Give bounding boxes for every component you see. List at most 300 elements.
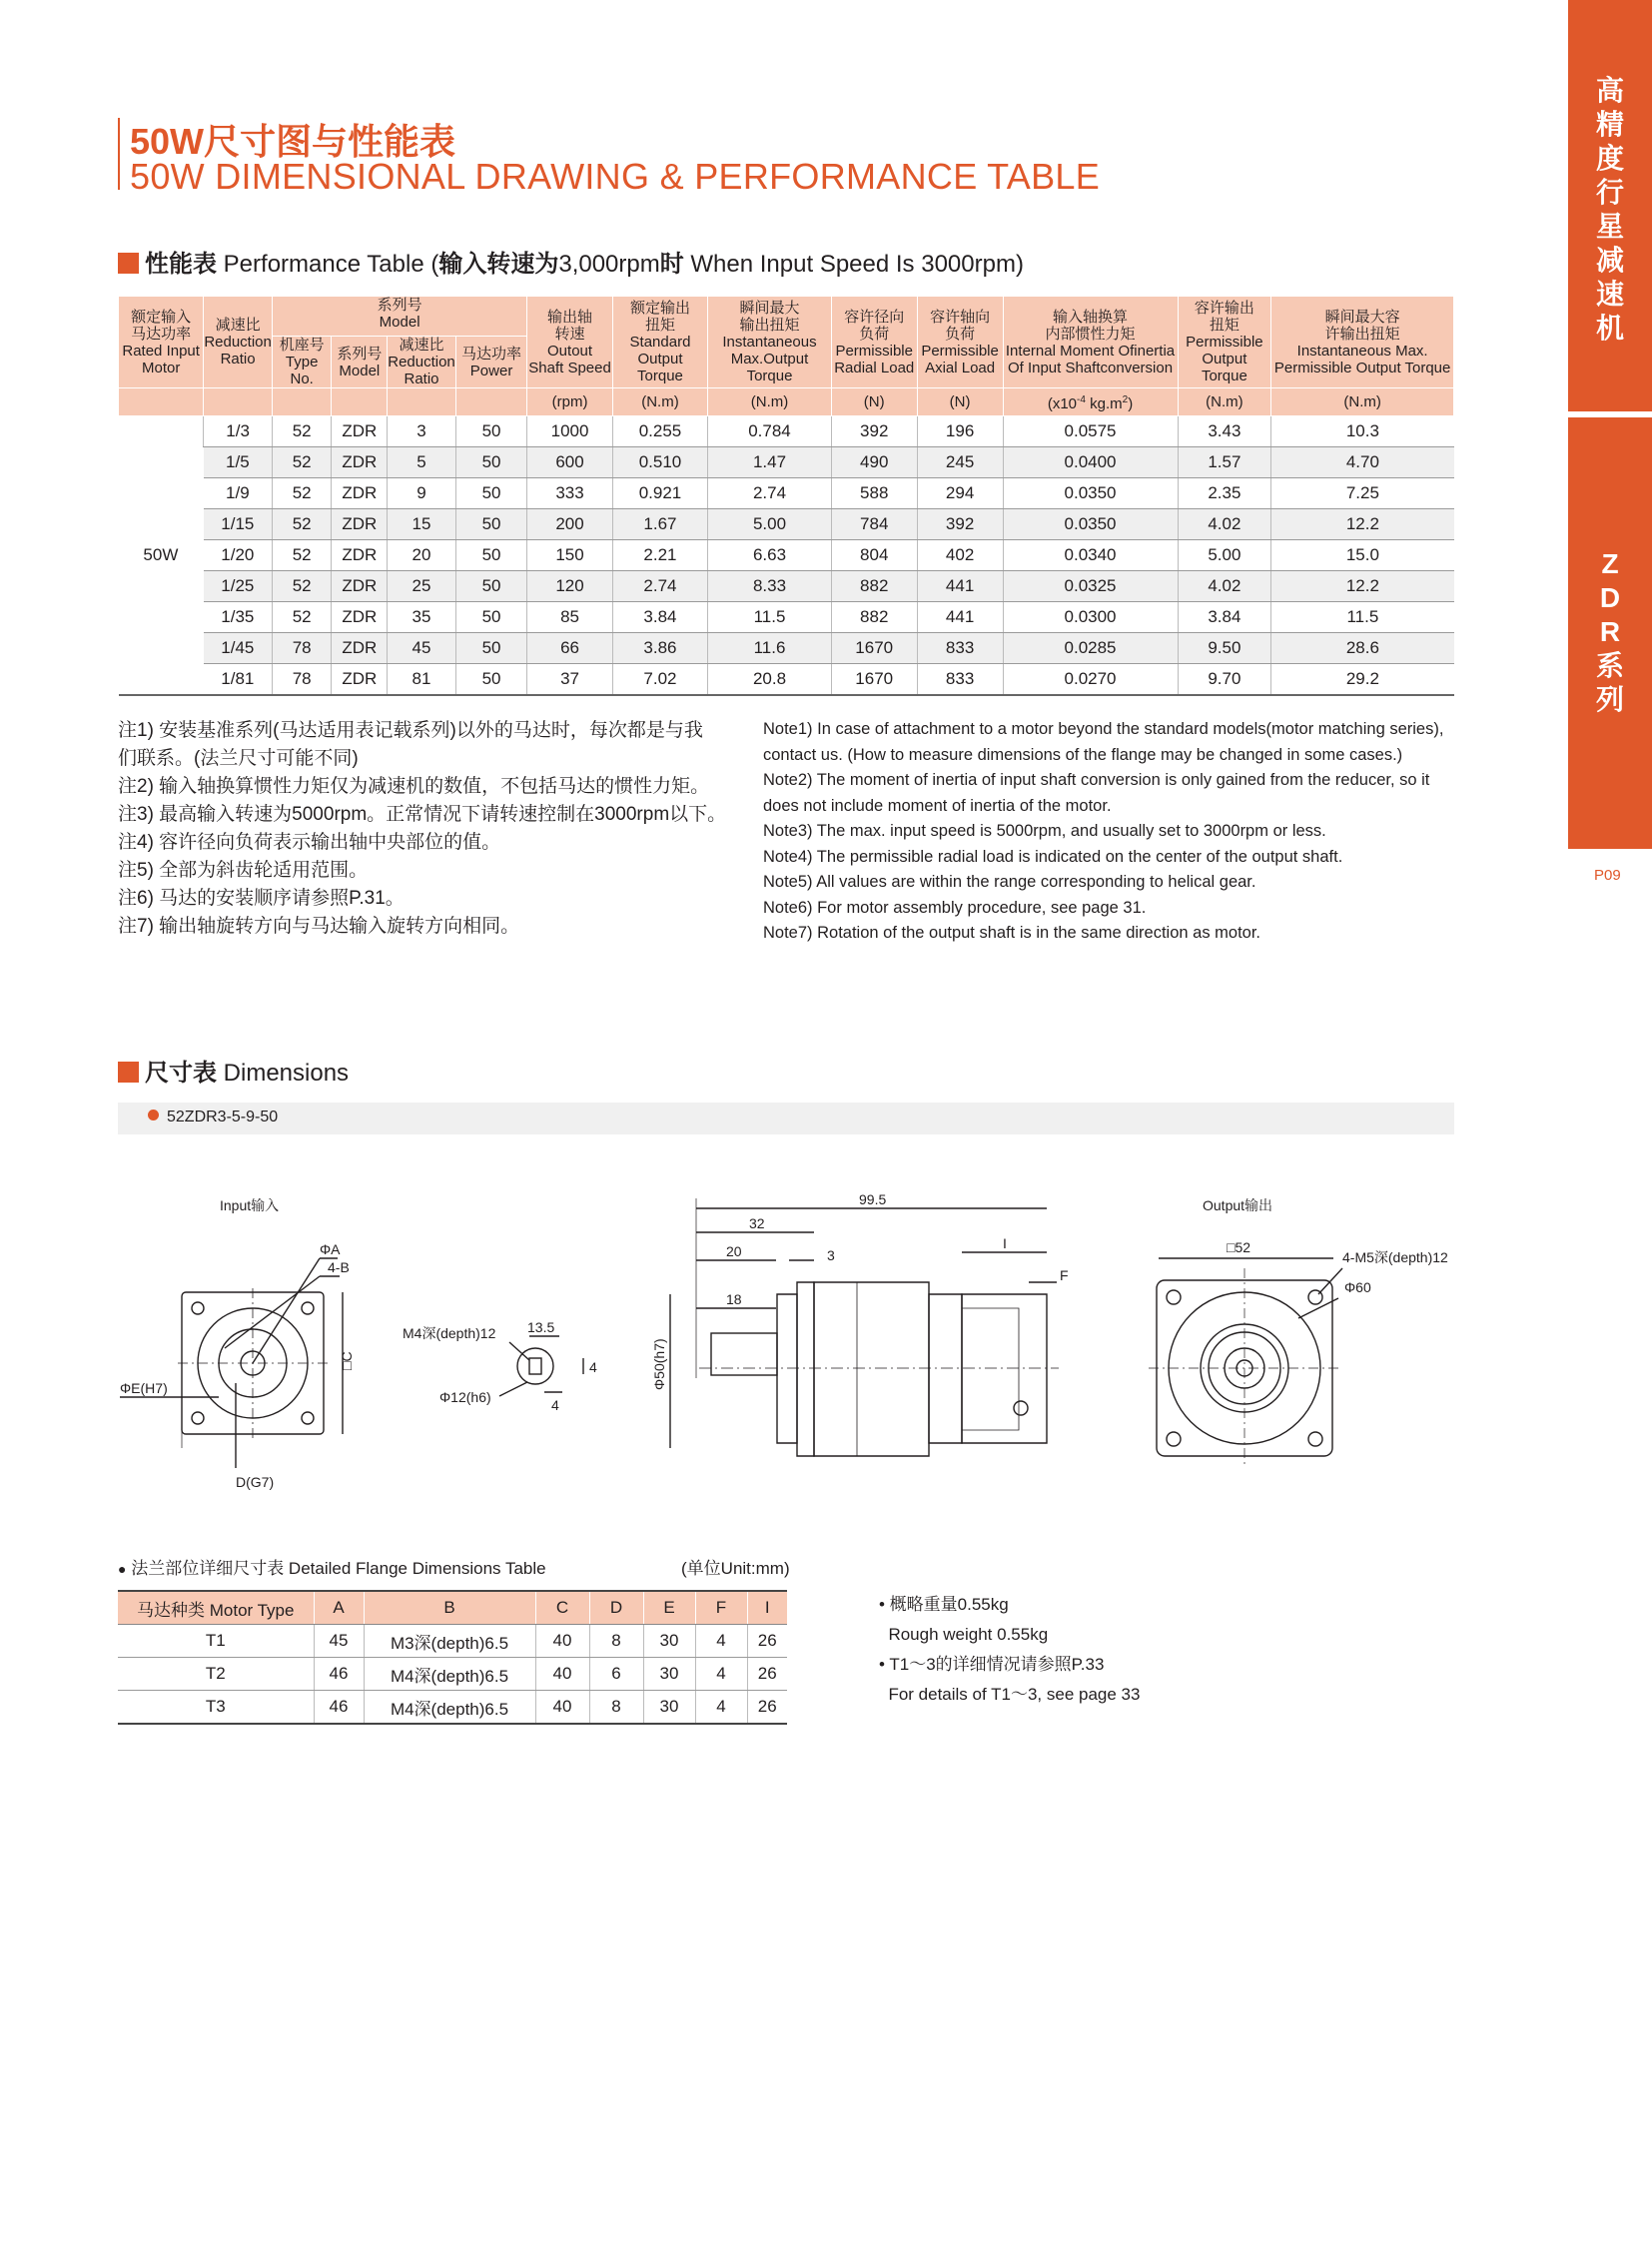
- header-line: 额定输出: [629, 300, 690, 317]
- note-line: 注5) 全部为斜齿轮适用范围。: [118, 860, 369, 881]
- header-line: 马达功率: [461, 345, 522, 363]
- flange-cell: 26: [747, 1625, 787, 1658]
- table-cell: 50: [455, 664, 527, 696]
- header-line: Ratio: [220, 351, 256, 368]
- side-tab-char: R: [1599, 616, 1621, 647]
- table-cell: 441: [917, 571, 1003, 602]
- table-cell: ZDR: [332, 540, 388, 571]
- header-line: Outout: [547, 342, 593, 360]
- table-cell: 52: [272, 509, 332, 540]
- notes-english: [763, 717, 1462, 947]
- output-flange-view: [1149, 1197, 1448, 1468]
- table-cell: 52: [272, 571, 332, 602]
- header-series: [272, 297, 526, 337]
- table-cell: 81: [388, 664, 456, 696]
- table-row: [119, 664, 1454, 696]
- label-sq-c: □C: [339, 1351, 355, 1370]
- header-motor-power: [455, 337, 527, 388]
- table-cell: 78: [272, 633, 332, 664]
- table-cell: 10.3: [1271, 416, 1454, 447]
- table-cell: 3.43: [1178, 416, 1271, 447]
- side-tab-char: Z: [1601, 548, 1619, 579]
- side-tab-char: 高: [1595, 75, 1624, 106]
- section-marker-icon: [118, 253, 139, 274]
- table-cell: 50: [455, 447, 527, 478]
- header-line: 负荷: [945, 325, 976, 343]
- label-phi-a: ΦA: [320, 1241, 341, 1257]
- table-cell: 784: [831, 509, 917, 540]
- performance-table: [118, 296, 1454, 696]
- flange-cell: 46: [314, 1691, 364, 1725]
- label-20: 20: [726, 1243, 742, 1259]
- flange-table-title: ● 法兰部位详细尺寸表 Detailed Flange Dimensions Table: [118, 1559, 546, 1578]
- table-cell: ZDR: [332, 416, 388, 447]
- table-cell: 0.510: [612, 447, 707, 478]
- table-cell: 0.0325: [1003, 571, 1178, 602]
- table-cell: 15: [388, 509, 456, 540]
- table-cell: 0.0270: [1003, 664, 1178, 696]
- table-cell: 392: [917, 509, 1003, 540]
- table-cell: 0.0340: [1003, 540, 1178, 571]
- flange-cell: 46: [314, 1658, 364, 1691]
- table-cell: 3.84: [612, 602, 707, 633]
- input-flange-view: [120, 1197, 597, 1490]
- side-view: [651, 1191, 1069, 1456]
- table-row: [119, 633, 1454, 664]
- note-line: Note1) In case of attachment to a motor beyond the standard models(motor matching series),: [763, 720, 1444, 738]
- dimensions-heading: 尺寸表 Dimensions: [118, 1053, 349, 1088]
- header-line: Permissible: [835, 342, 913, 360]
- table-cell: 37: [527, 664, 612, 696]
- note-line: 注7) 输出轴旋转方向与马达输入旋转方向相同。: [118, 916, 520, 937]
- table-cell: 4.02: [1178, 509, 1271, 540]
- unit-nm: (N.m): [1178, 388, 1271, 416]
- table-cell: 1/20: [204, 540, 273, 571]
- table-cell: ZDR: [332, 633, 388, 664]
- table-cell: 833: [917, 633, 1003, 664]
- flange-cell: T3: [118, 1691, 314, 1725]
- table-cell: 1670: [831, 633, 917, 664]
- table-cell: 402: [917, 540, 1003, 571]
- table-cell: 245: [917, 447, 1003, 478]
- table-cell: 15.0: [1271, 540, 1454, 571]
- label-13-5: 13.5: [527, 1319, 555, 1335]
- note-line: does not include moment of inertia of the motor.: [763, 796, 1112, 815]
- flange-cell: 40: [535, 1691, 589, 1725]
- header-ratio: [388, 337, 456, 388]
- header-line: 系列号: [337, 345, 383, 363]
- table-cell: 882: [831, 602, 917, 633]
- flange-header: 马达种类 Motor Type: [118, 1591, 314, 1625]
- table-cell: 0.921: [612, 478, 707, 509]
- header-line: Output Torque: [637, 351, 683, 384]
- table-cell: 392: [831, 416, 917, 447]
- table-cell: 20.8: [708, 664, 832, 696]
- label-phi-e: ΦE(H7): [120, 1380, 168, 1396]
- flange-table: [118, 1590, 787, 1725]
- table-cell: 490: [831, 447, 917, 478]
- table-cell: 11.5: [708, 602, 832, 633]
- header-inertia: [1003, 297, 1178, 388]
- header-line: Reduction: [388, 354, 455, 371]
- weight-line: • 概略重量0.55kg: [879, 1595, 1009, 1614]
- header-line: Of Input Shaftconversion: [1007, 359, 1174, 376]
- bullet-dot-icon: [148, 1110, 159, 1120]
- label-m5: 4-M5深(depth)12: [1342, 1249, 1448, 1265]
- header-line: Reduction: [204, 334, 272, 351]
- flange-cell: 4: [695, 1658, 747, 1691]
- table-cell: 0.784: [708, 416, 832, 447]
- flange-cell: 8: [589, 1625, 643, 1658]
- table-cell: 9.70: [1178, 664, 1271, 696]
- note-line: Note6) For motor assembly procedure, see page 31.: [763, 898, 1147, 917]
- table-cell: 1.57: [1178, 447, 1271, 478]
- table-cell: 5.00: [708, 509, 832, 540]
- table-cell: 12.2: [1271, 571, 1454, 602]
- header-line: Model: [339, 362, 381, 379]
- flange-header: E: [643, 1591, 695, 1625]
- table-cell: ZDR: [332, 447, 388, 478]
- header-instant-torque: [708, 297, 832, 388]
- header-model: [332, 337, 388, 388]
- table-cell: ZDR: [332, 602, 388, 633]
- table-cell: 882: [831, 571, 917, 602]
- header-line: Output Torque: [1201, 351, 1247, 384]
- table-cell: 2.21: [612, 540, 707, 571]
- header-line: Permissible: [921, 342, 999, 360]
- table-cell: 11.6: [708, 633, 832, 664]
- flange-header: F: [695, 1591, 747, 1625]
- header-axial-load: [917, 297, 1003, 388]
- side-tab-char: 机: [1595, 313, 1624, 344]
- table-cell: 0.0350: [1003, 509, 1178, 540]
- power-cell: 50W: [119, 416, 204, 696]
- header-line: 输入轴换算: [1053, 308, 1129, 326]
- label-sq52: □52: [1227, 1239, 1251, 1255]
- side-tab-char: D: [1599, 582, 1621, 613]
- header-line: 容许输出: [1194, 300, 1254, 317]
- table-cell: 0.0300: [1003, 602, 1178, 633]
- label-phi12: Φ12(h6): [439, 1389, 491, 1405]
- table-cell: 50: [455, 509, 527, 540]
- table-row: [119, 602, 1454, 633]
- header-line: Axial Load: [925, 359, 996, 376]
- dimension-drawings: [0, 1148, 1518, 1528]
- table-cell: 588: [831, 478, 917, 509]
- model-bar: [118, 1103, 1454, 1134]
- table-row: [119, 509, 1454, 540]
- table-cell: 50: [455, 540, 527, 571]
- header-line: Motor: [141, 359, 181, 376]
- table-cell: 1/25: [204, 571, 273, 602]
- header-line: Permissible Output Torque: [1273, 359, 1451, 376]
- unit-nm: (N.m): [612, 388, 707, 416]
- table-cell: 1/9: [204, 478, 273, 509]
- table-cell: 200: [527, 509, 612, 540]
- header-reduction-ratio: [204, 297, 273, 388]
- header-line: Permissible: [1186, 334, 1263, 351]
- header-line: Internal Moment Ofinertia: [1005, 342, 1176, 360]
- header-line: Rated Input: [122, 342, 200, 360]
- table-cell: 28.6: [1271, 633, 1454, 664]
- header-line: 容许径向: [844, 308, 905, 326]
- table-cell: 0.0575: [1003, 416, 1178, 447]
- input-label: Input输入: [220, 1197, 280, 1213]
- header-line: 容许轴向: [930, 308, 991, 326]
- label-99-5: 99.5: [859, 1191, 887, 1207]
- table-cell: 29.2: [1271, 664, 1454, 696]
- header-line: Instantaneous: [722, 334, 817, 351]
- label-phi60: Φ60: [1344, 1279, 1371, 1295]
- output-label: Output输出: [1203, 1197, 1273, 1213]
- side-tab-char: 度: [1595, 143, 1624, 174]
- side-tab-series: [1568, 417, 1652, 849]
- flange-header: A: [314, 1591, 364, 1625]
- note-line: Note5) All values are within the range corresponding to helical gear.: [763, 873, 1256, 891]
- table-cell: 600: [527, 447, 612, 478]
- header-line: 减速比: [399, 337, 444, 354]
- note-line: Note7) Rotation of the output shaft is in the same direction as motor.: [763, 924, 1261, 942]
- header-line: Standard: [629, 334, 691, 351]
- table-cell: 5.00: [1178, 540, 1271, 571]
- table-cell: 7.02: [612, 664, 707, 696]
- table-row: [119, 447, 1454, 478]
- table-cell: 1/81: [204, 664, 273, 696]
- table-cell: 6.63: [708, 540, 832, 571]
- table-cell: 52: [272, 416, 332, 447]
- label-4b: 4-B: [328, 1259, 350, 1275]
- header-line: Ratio: [404, 371, 439, 387]
- flange-cell: 4: [695, 1625, 747, 1658]
- notes-chinese: [118, 717, 727, 941]
- table-cell: 1.67: [612, 509, 707, 540]
- note-line: Note3) The max. input speed is 5000rpm, and usually set to 3000rpm or less.: [763, 822, 1326, 840]
- table-cell: 294: [917, 478, 1003, 509]
- unit-n: (N): [831, 388, 917, 416]
- table-cell: 66: [527, 633, 612, 664]
- header-line: 瞬间最大: [739, 300, 800, 317]
- table-cell: 45: [388, 633, 456, 664]
- header-line: 输出扭矩: [739, 317, 800, 334]
- header-line: Power: [469, 362, 513, 379]
- table-cell: 2.35: [1178, 478, 1271, 509]
- flange-cell: 30: [643, 1625, 695, 1658]
- table-cell: 35: [388, 602, 456, 633]
- table-cell: 1000: [527, 416, 612, 447]
- label-phi50: Φ50(h7): [651, 1338, 667, 1390]
- table-cell: ZDR: [332, 509, 388, 540]
- header-line: 额定输入: [131, 308, 192, 326]
- table-row: [119, 478, 1454, 509]
- label-18: 18: [726, 1291, 742, 1307]
- table-cell: 150: [527, 540, 612, 571]
- side-tab-char: 减: [1595, 245, 1624, 276]
- label-32: 32: [749, 1215, 765, 1231]
- section-marker-icon: [118, 1062, 139, 1083]
- flange-cell: 30: [643, 1658, 695, 1691]
- header-line: Type No.: [285, 354, 319, 387]
- weight-notes: [879, 1590, 1140, 1710]
- label-m4: M4深(depth)12: [403, 1325, 496, 1341]
- table-cell: 1/15: [204, 509, 273, 540]
- header-line: 减速比: [215, 317, 261, 334]
- header-rated-power: [119, 297, 204, 388]
- label-d-g7: D(G7): [236, 1474, 275, 1490]
- weight-line: Rough weight 0.55kg: [879, 1625, 1049, 1644]
- note-line: 注1) 安装基准系列(马达适用表记载系列)以外的马达时，每次都是与我: [118, 720, 703, 741]
- table-cell: 3.86: [612, 633, 707, 664]
- table-cell: 8.33: [708, 571, 832, 602]
- table-cell: 3.84: [1178, 602, 1271, 633]
- header-line: 负荷: [859, 325, 890, 343]
- model-code: 52ZDR3-5-9-50: [167, 1109, 279, 1125]
- table-cell: 4.70: [1271, 447, 1454, 478]
- flange-cell: T1: [118, 1625, 314, 1658]
- table-cell: 50: [455, 571, 527, 602]
- header-type-no: [272, 337, 332, 388]
- header-line: Radial Load: [834, 359, 915, 376]
- table-cell: 833: [917, 664, 1003, 696]
- header-line: 机座号: [279, 337, 325, 354]
- table-cell: ZDR: [332, 664, 388, 696]
- flange-cell: 30: [643, 1691, 695, 1725]
- flange-cell: 6: [589, 1658, 643, 1691]
- header-permissible-max-torque: [1271, 297, 1454, 388]
- table-cell: 333: [527, 478, 612, 509]
- note-line: contact us. (How to measure dimensions of the flange may be changed in some cases.): [763, 745, 1403, 764]
- table-cell: 804: [831, 540, 917, 571]
- table-cell: ZDR: [332, 478, 388, 509]
- note-line: 注2) 输入轴换算惯性力矩仅为减速机的数值，不包括马达的惯性力矩。: [118, 776, 710, 797]
- header-standard-torque: [612, 297, 707, 388]
- table-cell: 52: [272, 478, 332, 509]
- flange-row: [118, 1658, 787, 1691]
- flange-cell: 40: [535, 1658, 589, 1691]
- table-cell: 50: [455, 416, 527, 447]
- table-cell: 7.25: [1271, 478, 1454, 509]
- table-cell: 0.255: [612, 416, 707, 447]
- table-row: [119, 540, 1454, 571]
- header-output-speed: [527, 297, 612, 388]
- table-cell: 5: [388, 447, 456, 478]
- unit-nm: (N.m): [1271, 388, 1454, 416]
- table-cell: 1/5: [204, 447, 273, 478]
- header-line: 许输出扭矩: [1324, 325, 1400, 343]
- flange-cell: 4: [695, 1691, 747, 1725]
- title-bar: [118, 118, 120, 190]
- table-cell: 50: [455, 633, 527, 664]
- page-number: P09: [1594, 867, 1621, 884]
- table-cell: 3: [388, 416, 456, 447]
- header-line: 马达功率: [131, 325, 192, 343]
- weight-line: For details of T1～3, see page 33: [879, 1685, 1141, 1704]
- header-line: 系列号: [377, 297, 422, 314]
- table-cell: 0.0350: [1003, 478, 1178, 509]
- table-cell: 1.47: [708, 447, 832, 478]
- label-f: F: [1060, 1267, 1069, 1283]
- side-tab-char: 行: [1595, 177, 1624, 208]
- table-cell: 441: [917, 602, 1003, 633]
- unit-nm: (N.m): [708, 388, 832, 416]
- performance-heading: 性能表 Performance Table (输入转速为3,000rpm时 When Input Speed Is 3000rpm): [118, 244, 1024, 279]
- unit-inertia: ($x10^{-4}$ $kg.m^2$): [1003, 388, 1178, 416]
- unit-n: (N): [917, 388, 1003, 416]
- table-cell: 20: [388, 540, 456, 571]
- side-tab-char: 系: [1595, 650, 1624, 681]
- table-cell: 52: [272, 602, 332, 633]
- table-cell: 50: [455, 478, 527, 509]
- table-cell: 2.74: [612, 571, 707, 602]
- label-i: I: [1003, 1235, 1007, 1251]
- note-line: Note2) The moment of inertia of input shaft conversion is only gained from the reducer, so it: [763, 771, 1430, 789]
- side-tab-char: 星: [1595, 211, 1624, 242]
- header-line: Shaft Speed: [528, 359, 611, 376]
- table-cell: 1/3: [204, 416, 273, 447]
- flange-header: I: [747, 1591, 787, 1625]
- note-line: Note4) The permissible radial load is indicated on the center of the output shaft.: [763, 847, 1343, 866]
- flange-cell: M4深(depth)6.5: [364, 1691, 535, 1725]
- flange-unit: (单位Unit:mm): [681, 1559, 790, 1578]
- header-line: 扭矩: [644, 317, 675, 334]
- table-cell: 9.50: [1178, 633, 1271, 664]
- header-line: 瞬间最大容: [1324, 308, 1400, 326]
- table-cell: 1/35: [204, 602, 273, 633]
- flange-cell: 45: [314, 1625, 364, 1658]
- header-line: 扭矩: [1209, 317, 1239, 334]
- header-line: 转速: [554, 325, 585, 343]
- label-3: 3: [827, 1247, 835, 1263]
- table-cell: 11.5: [1271, 602, 1454, 633]
- table-cell: 1670: [831, 664, 917, 696]
- header-radial-load: [831, 297, 917, 388]
- table-row: [119, 571, 1454, 602]
- note-line: 注6) 马达的安装顺序请参照P.31。: [118, 888, 405, 909]
- table-cell: 85: [527, 602, 612, 633]
- header-line: 输出轴: [547, 308, 593, 326]
- note-line: 注3) 最高输入转速为5000rpm。正常情况下请转速控制在3000rpm以下。: [118, 804, 727, 825]
- flange-cell: 26: [747, 1658, 787, 1691]
- table-cell: 12.2: [1271, 509, 1454, 540]
- table-row: [119, 416, 1454, 447]
- table-cell: 52: [272, 447, 332, 478]
- units-row: [119, 388, 1454, 416]
- page-title-en: 50W DIMENSIONAL DRAWING & PERFORMANCE TABLE: [130, 156, 1101, 197]
- table-cell: 52: [272, 540, 332, 571]
- table-cell: 4.02: [1178, 571, 1271, 602]
- side-tab-char: 速: [1595, 279, 1624, 310]
- flange-header: C: [535, 1591, 589, 1625]
- table-cell: 196: [917, 416, 1003, 447]
- table-cell: 78: [272, 664, 332, 696]
- side-tab-category: [1568, 0, 1652, 411]
- flange-row: [118, 1625, 787, 1658]
- table-cell: 25: [388, 571, 456, 602]
- side-tab-char: 列: [1595, 684, 1624, 715]
- flange-row: [118, 1691, 787, 1725]
- table-cell: ZDR: [332, 571, 388, 602]
- flange-cell: 8: [589, 1691, 643, 1725]
- label-4a: 4: [589, 1359, 597, 1375]
- flange-cell: 40: [535, 1625, 589, 1658]
- note-line: 注4) 容许径向负荷表示输出轴中央部位的值。: [118, 832, 501, 853]
- flange-header: D: [589, 1591, 643, 1625]
- weight-line: • T1～3的详细情况请参照P.33: [879, 1655, 1105, 1674]
- flange-header: B: [364, 1591, 535, 1625]
- flange-cell: M3深(depth)6.5: [364, 1625, 535, 1658]
- table-cell: 0.0285: [1003, 633, 1178, 664]
- table-cell: 50: [455, 602, 527, 633]
- table-cell: 120: [527, 571, 612, 602]
